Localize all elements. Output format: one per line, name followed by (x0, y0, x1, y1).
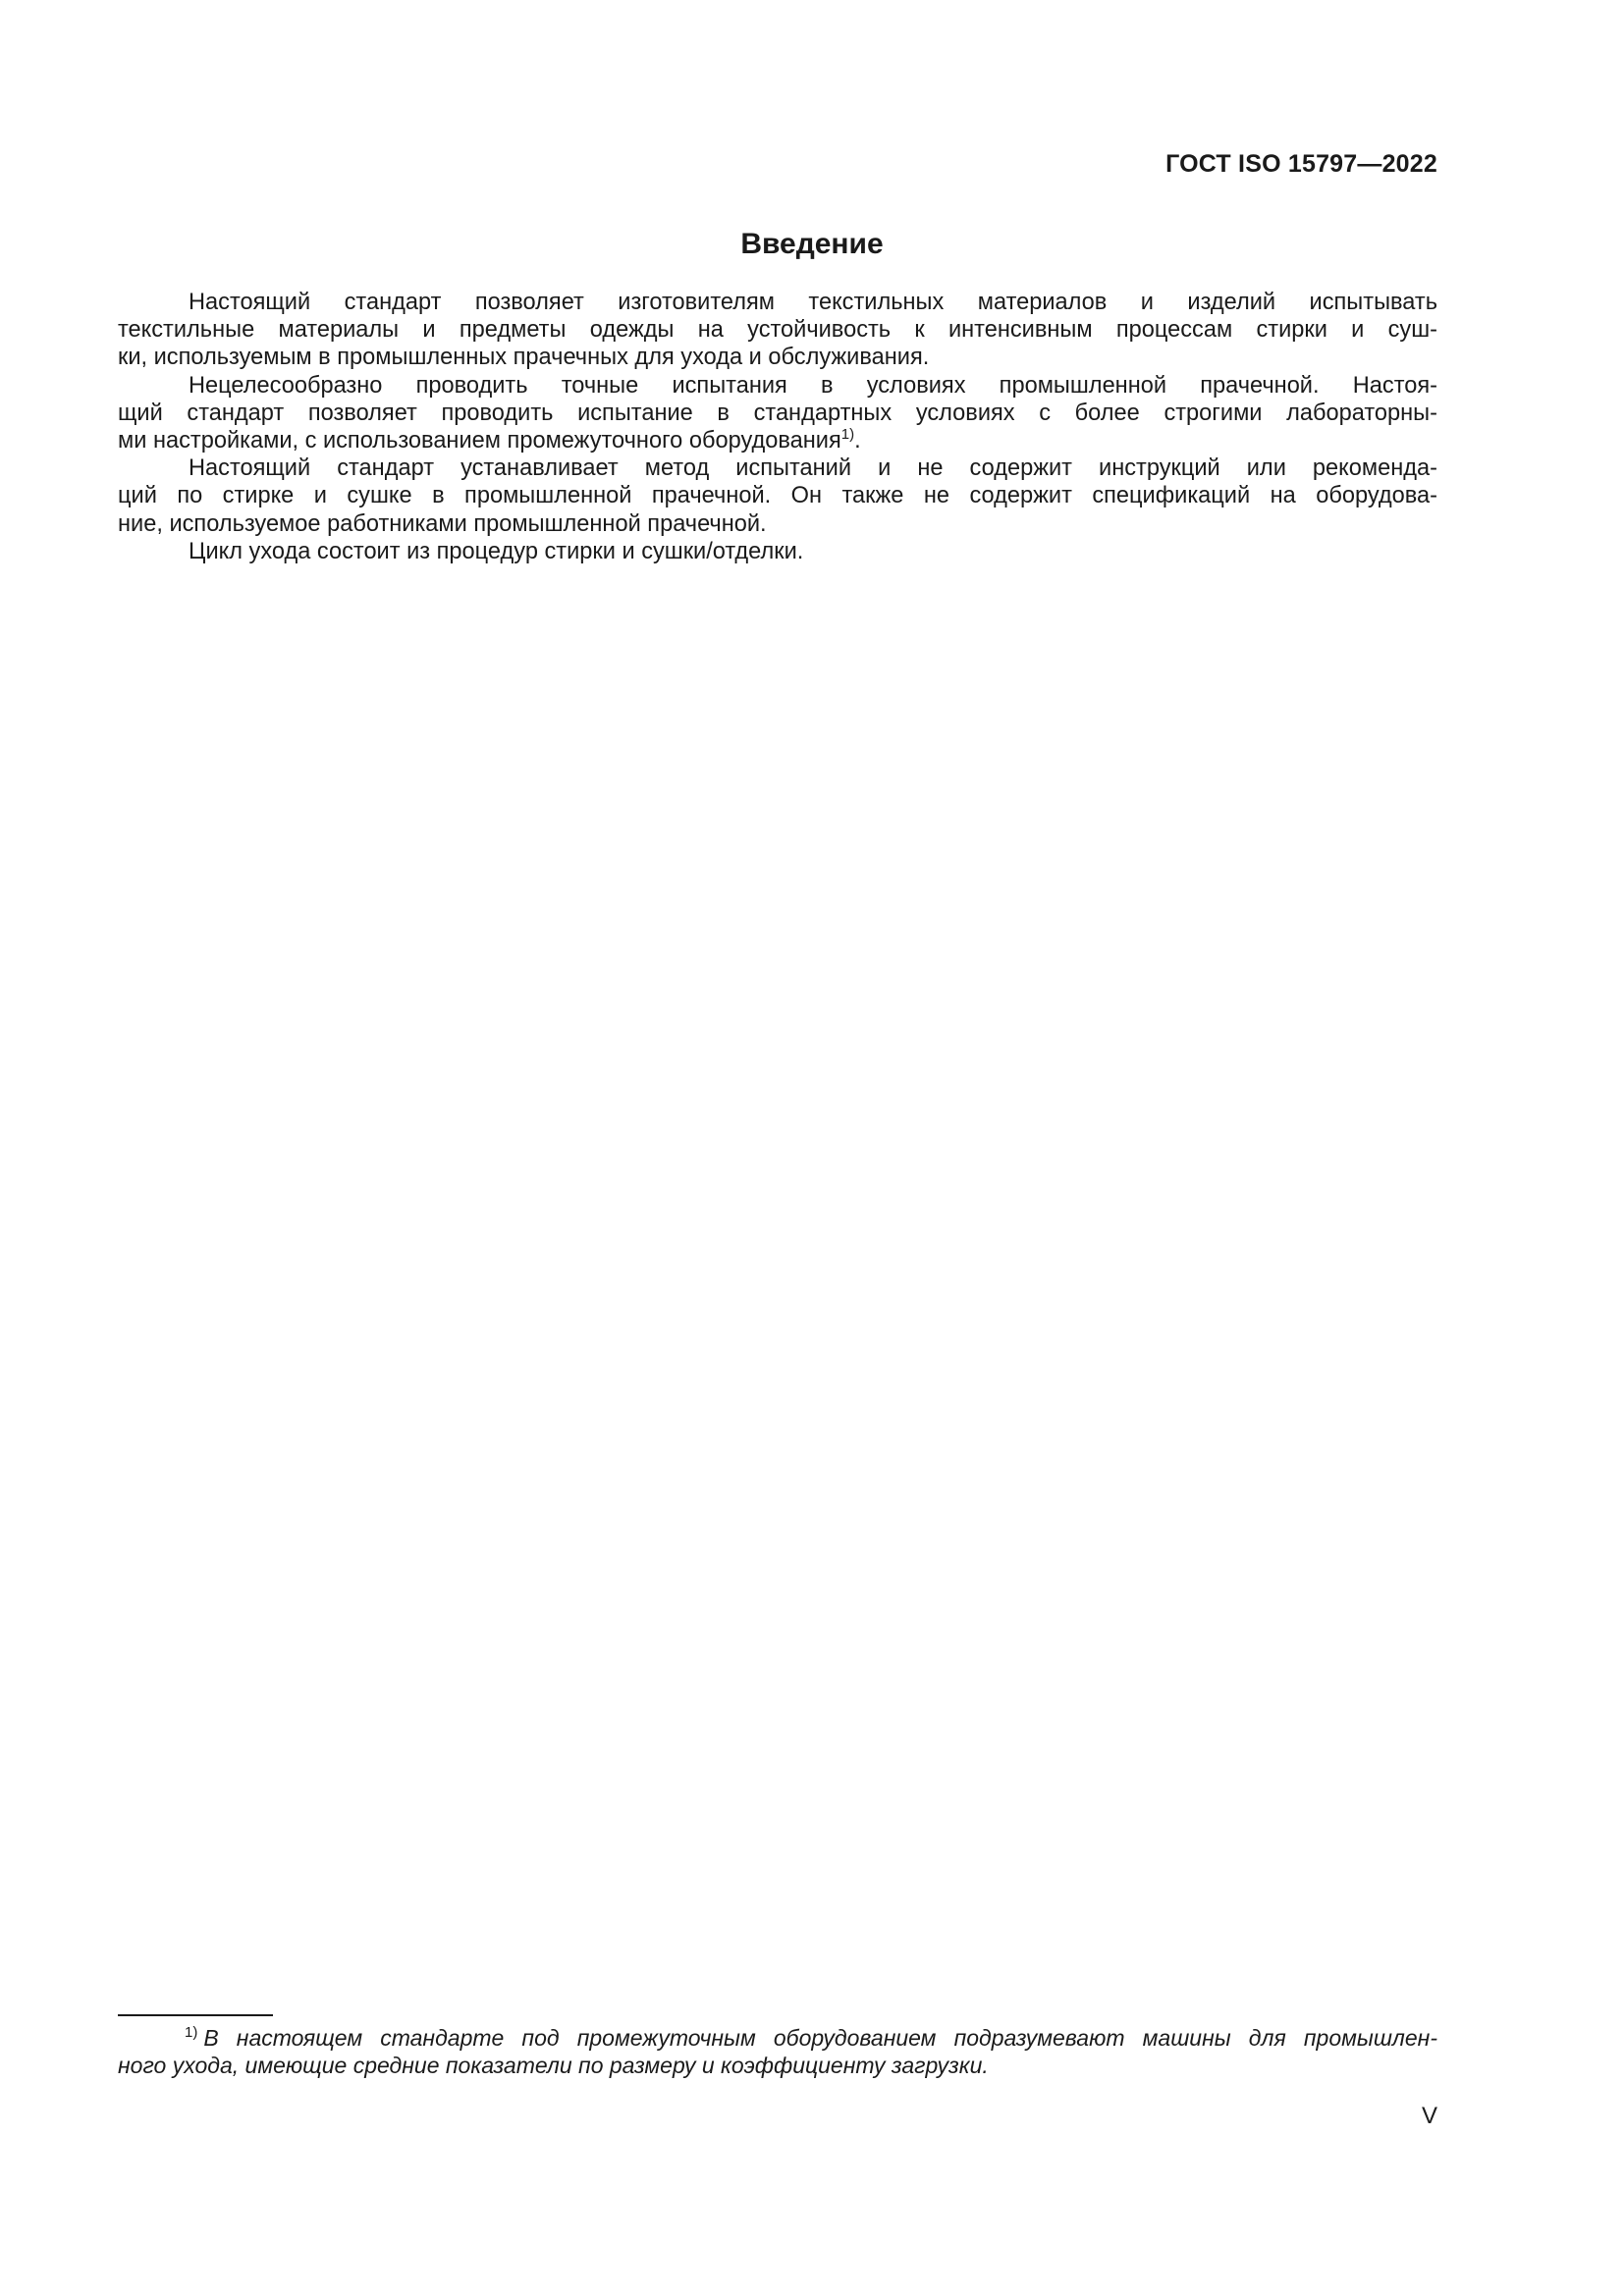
paragraph-3 (118, 454, 1437, 538)
section-title: Введение (740, 228, 884, 260)
paragraph-line-with-footnote (118, 427, 1437, 454)
paragraph-line: ций по стирке и сушке в промышленной прачечной. Он также не содержит спецификаций на оборудова- (118, 483, 1437, 509)
page-number: V (1421, 2103, 1437, 2129)
footnote-line (118, 2024, 1437, 2052)
footnote-reference[interactable]: 1) (840, 426, 855, 444)
paragraph-line: текстильные материалы и предметы одежды на устойчивость к интенсивным процессам стирки и суш- (118, 317, 1437, 344)
paragraph-line: Настоящий стандарт устанавливает метод испытаний и не содержит инструкций или рекоменда- (189, 455, 1437, 482)
footnote-line: ного ухода, имеющие средние показатели по размеру и коэффициенту загрузки. (118, 2053, 989, 2078)
paragraph-line: ми настройками, с использованием промежуточного оборудования (118, 428, 841, 454)
paragraph-4 (118, 538, 1437, 565)
footnote-separator (118, 2014, 273, 2016)
paragraph-line: Настоящий стандарт позволяет изготовителям текстильных материалов и изделий испытывать (189, 290, 1437, 315)
paragraph-line: ние, используемое работниками промышленной прачечной. (118, 510, 767, 537)
paragraph-1 (118, 289, 1437, 372)
paragraph-line: щий стандарт позволяет проводить испытание в стандартных условиях с более строгими лабораторны- (118, 400, 1437, 426)
sentence-end: . (854, 428, 861, 454)
paragraph-2 (118, 372, 1437, 455)
body-text (118, 289, 1437, 565)
paragraph-line: Нецелесообразно проводить точные испытания в условиях промышленной прачечной. Настоя- (189, 372, 1437, 399)
footnote (118, 2024, 1437, 2079)
footnote-text: В настоящем стандарте под промежуточным оборудованием подразумевают машины для промышлен- (203, 2025, 1437, 2051)
footnote-marker: 1) (185, 2024, 198, 2042)
document-code: ГОСТ ISO 15797—2022 (1165, 150, 1437, 178)
paragraph-line: Цикл ухода состоит из процедур стирки и сушки/отделки. (189, 538, 804, 564)
paragraph-line: ки, используемым в промышленных прачечных для ухода и обслуживания. (118, 345, 930, 371)
